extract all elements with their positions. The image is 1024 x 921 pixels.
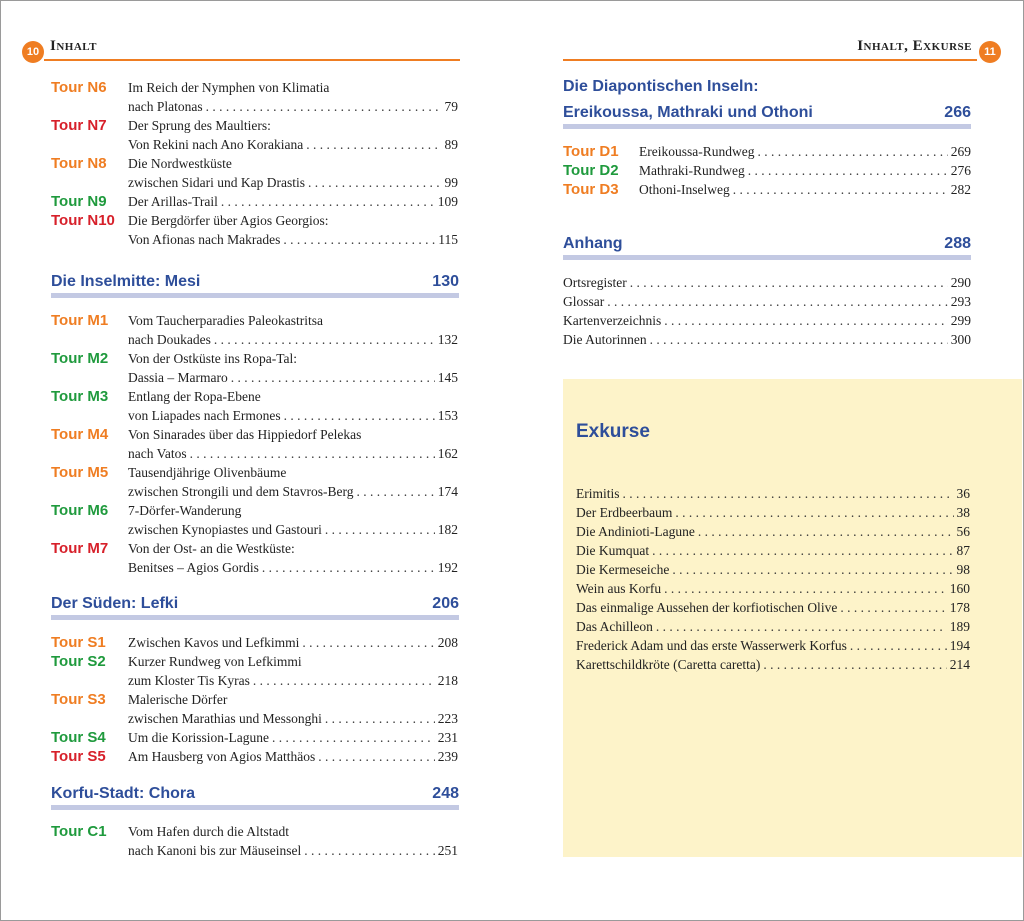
toc-line-text: Vom Taucherparadies Paleokastritsa — [128, 313, 323, 328]
leader-dots — [356, 482, 434, 501]
tour-code: Tour M4 — [51, 426, 109, 443]
section-heading — [51, 271, 459, 298]
toc-line-text: Von Sinarades über das Hippiedorf Pelekas — [128, 427, 362, 442]
toc-line — [639, 180, 971, 199]
leader-dots — [272, 728, 435, 747]
toc-line — [128, 709, 458, 728]
exkurs-entry[interactable] — [576, 617, 970, 636]
leader-dots — [840, 598, 946, 617]
page-number-right: 11 — [979, 41, 1001, 63]
tour-code: Tour M1 — [51, 312, 109, 329]
toc-line-text: Mathraki-Rundweg — [639, 163, 745, 178]
toc-line — [128, 652, 458, 671]
leader-dots — [850, 636, 947, 655]
toc-page-number: 174 — [437, 484, 458, 499]
section-title: Der Süden: Lefki — [51, 595, 179, 612]
tour-code: Tour S5 — [51, 748, 106, 765]
toc-line-text: Die Nordwestküste — [128, 156, 232, 171]
leader-dots — [733, 180, 948, 199]
leader-dots — [763, 655, 946, 674]
toc-line — [128, 539, 458, 558]
exkurs-entry[interactable] — [576, 522, 970, 541]
toc-line-text: Erimitis — [576, 486, 620, 501]
toc-line — [576, 579, 970, 598]
toc-line — [128, 368, 458, 387]
toc-line-text: Malerische Dörfer — [128, 692, 228, 707]
toc-page-number: 153 — [437, 408, 458, 423]
toc-line — [128, 192, 458, 211]
toc-line-text: Ereikoussa-Rundweg — [639, 144, 755, 159]
section-heading — [563, 233, 971, 260]
toc-line-text: Frederick Adam und das erste Wasserwerk Korfus — [576, 638, 847, 653]
toc-line-text: Vom Hafen durch die Altstadt — [128, 824, 289, 839]
section-title-line1: Die Diapontischen Inseln: — [563, 78, 759, 95]
toc-line-text: Das Achilleon — [576, 619, 653, 634]
section-title: Ereikoussa, Mathraki und Othoni — [563, 104, 813, 121]
tour-code: Tour M6 — [51, 502, 109, 519]
toc-line-text: zwischen Kynopiastes und Gastouri — [128, 522, 322, 537]
toc-line — [128, 444, 458, 463]
toc-page-number: 214 — [949, 657, 970, 672]
tour-code: Tour S3 — [51, 691, 106, 708]
toc-line — [128, 482, 458, 501]
toc-line — [128, 211, 458, 230]
toc-line — [128, 173, 458, 192]
toc-line-text: Karettschildkröte (Caretta caretta) — [576, 657, 761, 672]
tour-entry[interactable] — [51, 425, 458, 463]
toc-page-number: 132 — [437, 332, 458, 347]
tour-code: Tour C1 — [51, 823, 107, 840]
tour-entry[interactable] — [51, 116, 458, 154]
tour-entry[interactable] — [51, 652, 458, 690]
toc-line-text: 7-Dörfer-Wanderung — [128, 503, 242, 518]
tour-code: Tour N8 — [51, 155, 107, 172]
leader-dots — [214, 330, 435, 349]
tour-code: Tour M2 — [51, 350, 109, 367]
section-page: 248 — [432, 785, 459, 802]
tour-code: Tour N7 — [51, 117, 107, 134]
leader-dots — [656, 617, 947, 636]
toc-line-text: Von der Ostküste ins Ropa-Tal: — [128, 351, 298, 366]
leader-dots — [231, 368, 435, 387]
leader-dots — [698, 522, 954, 541]
toc-line-text: nach Doukades — [128, 332, 211, 347]
leader-dots — [306, 135, 441, 154]
header-left: Inhalt — [50, 38, 97, 54]
toc-line — [128, 78, 458, 97]
leader-dots — [652, 541, 953, 560]
toc-line-text: nach Platonas — [128, 99, 203, 114]
toc-page-number: 178 — [949, 600, 970, 615]
toc-line-text: Die Autorinnen — [563, 332, 647, 347]
leader-dots — [664, 579, 947, 598]
tour-entry[interactable] — [51, 349, 458, 387]
tour-entry[interactable] — [51, 211, 458, 249]
toc-page-number: 218 — [437, 673, 458, 688]
section-page: 288 — [944, 235, 971, 252]
tour-entry[interactable] — [51, 539, 458, 577]
tour-code: Tour D2 — [563, 162, 619, 179]
leader-dots — [623, 484, 954, 503]
tour-entry[interactable] — [51, 154, 458, 192]
toc-line-text: nach Vatos — [128, 446, 187, 461]
toc-page-number: 299 — [950, 313, 971, 328]
toc-line — [563, 311, 971, 330]
toc-line — [128, 387, 458, 406]
tour-entry[interactable] — [51, 192, 458, 211]
toc-line — [576, 598, 970, 617]
toc-page-number: 269 — [950, 144, 971, 159]
toc-line — [128, 501, 458, 520]
section-heading — [563, 102, 971, 129]
exkurs-entry[interactable] — [576, 579, 970, 598]
toc-line-text: Um die Korission-Lagune — [128, 730, 269, 745]
toc-page-number: 99 — [444, 175, 458, 190]
toc-line-text: von Liapades nach Ermones — [128, 408, 281, 423]
section-heading — [51, 783, 459, 810]
toc-line-text: Glossar — [563, 294, 605, 309]
toc-line — [128, 690, 458, 709]
toc-page-number: 87 — [956, 543, 970, 558]
toc-line-text: Am Hausberg von Agios Matthäos — [128, 749, 316, 764]
leader-dots — [283, 230, 435, 249]
tour-entry[interactable] — [51, 501, 458, 539]
tour-entry[interactable] — [51, 311, 458, 349]
tour-code: Tour D3 — [563, 181, 619, 198]
leader-dots — [675, 503, 953, 522]
exkurse-title: Exkurse — [576, 421, 650, 442]
toc-line-text: Wein aus Korfu — [576, 581, 662, 596]
leader-dots — [318, 747, 435, 766]
toc-line — [128, 633, 458, 652]
toc-line-text: Der Arillas-Trail — [128, 194, 218, 209]
toc-line-text: zwischen Strongili und dem Stavros-Berg — [128, 484, 354, 499]
toc-line — [128, 463, 458, 482]
toc-line-text: zum Kloster Tis Kyras — [128, 673, 250, 688]
toc-line — [563, 330, 971, 349]
toc-page-number: 276 — [950, 163, 971, 178]
toc-page-number: 189 — [949, 619, 970, 634]
section-heading — [51, 593, 459, 620]
toc-line — [563, 292, 971, 311]
toc-line-text: Der Sprung des Maultiers: — [128, 118, 271, 133]
tour-code: Tour N10 — [51, 212, 115, 229]
leader-dots — [221, 192, 435, 211]
toc-line-text: Das einmalige Aussehen der korfiotischen Olive — [576, 600, 838, 615]
toc-page-number: 231 — [437, 730, 458, 745]
toc-line — [576, 636, 970, 655]
toc-line-text: Die Kermeseiche — [576, 562, 670, 577]
leader-dots — [664, 311, 948, 330]
toc-line — [639, 142, 971, 161]
toc-line — [128, 841, 458, 860]
toc-line-text: Im Reich der Nymphen von Klimatia — [128, 80, 330, 95]
exkurs-entry[interactable] — [576, 503, 970, 522]
appendix-entry[interactable] — [563, 311, 971, 330]
toc-page-number: 89 — [444, 137, 458, 152]
toc-page-number: 38 — [956, 505, 970, 520]
toc-line — [576, 541, 970, 560]
leader-dots — [650, 330, 948, 349]
tour-entry[interactable] — [563, 180, 971, 199]
toc-line-text: Die Kumquat — [576, 543, 650, 558]
toc-line — [128, 406, 458, 425]
toc-page-number: 293 — [950, 294, 971, 309]
toc-page-number: 223 — [437, 711, 458, 726]
toc-page-number: 98 — [956, 562, 970, 577]
leader-dots — [262, 558, 435, 577]
exkurs-entry[interactable] — [576, 636, 970, 655]
tour-code: Tour M3 — [51, 388, 109, 405]
toc-line — [576, 617, 970, 636]
toc-line — [576, 522, 970, 541]
leader-dots — [672, 560, 953, 579]
exkurs-entry[interactable] — [576, 655, 970, 674]
toc-line — [576, 655, 970, 674]
toc-line — [128, 520, 458, 539]
toc-line-text: Kartenverzeichnis — [563, 313, 662, 328]
toc-page-number: 192 — [437, 560, 458, 575]
toc-line-text: Von Rekini nach Ano Korakiana — [128, 137, 304, 152]
section-page: 130 — [432, 273, 459, 290]
toc-line-text: Von Afionas nach Makrades — [128, 232, 281, 247]
toc-line — [576, 503, 970, 522]
toc-page-number: 251 — [437, 843, 458, 858]
toc-line — [563, 273, 971, 292]
tour-code: Tour S1 — [51, 634, 106, 651]
tour-code: Tour N6 — [51, 79, 107, 96]
toc-line — [128, 330, 458, 349]
toc-page-number: 300 — [950, 332, 971, 347]
toc-page-number: 208 — [437, 635, 458, 650]
leader-dots — [253, 671, 435, 690]
section-title: Die Inselmitte: Mesi — [51, 273, 201, 290]
exkurs-entry[interactable] — [576, 560, 970, 579]
toc-line — [128, 728, 458, 747]
toc-page-number: 162 — [437, 446, 458, 461]
toc-page-number: 56 — [956, 524, 970, 539]
toc-line-text: Die Bergdörfer über Agios Georgios: — [128, 213, 329, 228]
toc-line-text: zwischen Sidari und Kap Drastis — [128, 175, 305, 190]
toc-line-text: Tausendjährige Olivenbäume — [128, 465, 287, 480]
toc-line — [128, 425, 458, 444]
tour-entry[interactable] — [51, 690, 458, 728]
leader-dots — [607, 292, 948, 311]
toc-line — [128, 154, 458, 173]
toc-line-text: Von der Ost- an die Westküste: — [128, 541, 295, 556]
section-page: 206 — [432, 595, 459, 612]
toc-page-number: 194 — [949, 638, 970, 653]
tour-code: Tour N9 — [51, 193, 107, 210]
toc-line-text: Zwischen Kavos und Lefkimmi — [128, 635, 300, 650]
toc-line — [128, 349, 458, 368]
leader-dots — [325, 709, 435, 728]
section-title: Anhang — [563, 235, 623, 252]
leader-dots — [302, 633, 434, 652]
leader-dots — [748, 161, 948, 180]
leader-dots — [304, 841, 435, 860]
toc-line — [576, 560, 970, 579]
toc-line-text: Ortsregister — [563, 275, 627, 290]
toc-line-text: nach Kanoni bis zur Mäuseinsel — [128, 843, 302, 858]
toc-page-number: 36 — [956, 486, 970, 501]
toc-line-text: Entlang der Ropa-Ebene — [128, 389, 261, 404]
tour-entry[interactable] — [51, 387, 458, 425]
leader-dots — [757, 142, 947, 161]
leader-dots — [190, 444, 435, 463]
toc-line-text: Benitses – Agios Gordis — [128, 560, 259, 575]
toc-page-number: 115 — [438, 232, 458, 247]
tour-code: Tour S2 — [51, 653, 106, 670]
header-right: Inhalt, Exkurse — [857, 38, 972, 54]
toc-page-number: 160 — [949, 581, 970, 596]
toc-line-text: Dassia – Marmaro — [128, 370, 228, 385]
leader-dots — [325, 520, 435, 539]
toc-line — [128, 822, 458, 841]
tour-entry[interactable] — [563, 161, 971, 180]
exkurs-entry[interactable] — [576, 484, 970, 503]
toc-line-text: Die Andinioti-Lagune — [576, 524, 695, 539]
page-number-left: 10 — [22, 41, 44, 63]
tour-entry[interactable] — [51, 633, 458, 652]
tour-code: Tour M5 — [51, 464, 109, 481]
leader-dots — [206, 97, 442, 116]
toc-line-text: zwischen Marathias und Messonghi — [128, 711, 322, 726]
toc-page-number: 282 — [950, 182, 971, 197]
toc-line-text: Othoni-Inselweg — [639, 182, 730, 197]
tour-code: Tour D1 — [563, 143, 619, 160]
toc-line-text: Kurzer Rundweg von Lefkimmi — [128, 654, 302, 669]
toc-page-number: 290 — [950, 275, 971, 290]
tour-entry[interactable] — [51, 822, 458, 860]
section-title: Korfu-Stadt: Chora — [51, 785, 195, 802]
exkurs-entry[interactable] — [576, 598, 970, 617]
toc-line — [128, 230, 458, 249]
tour-entry[interactable] — [563, 142, 971, 161]
toc-line — [128, 135, 458, 154]
toc-line — [128, 116, 458, 135]
appendix-entry[interactable] — [563, 330, 971, 349]
tour-entry[interactable] — [51, 463, 458, 501]
toc-page-number: 79 — [444, 99, 458, 114]
section-page: 266 — [944, 104, 971, 121]
appendix-entry[interactable] — [563, 292, 971, 311]
header-rule-left — [44, 59, 460, 61]
leader-dots — [630, 273, 948, 292]
toc-line — [576, 484, 970, 503]
toc-line — [128, 97, 458, 116]
leader-dots — [308, 173, 442, 192]
toc-page-number: 109 — [437, 194, 458, 209]
toc-line — [639, 161, 971, 180]
toc-line — [128, 558, 458, 577]
toc-page-number: 239 — [437, 749, 458, 764]
toc-page-number: 182 — [437, 522, 458, 537]
tour-entry[interactable] — [51, 728, 458, 747]
tour-entry[interactable] — [51, 747, 458, 766]
toc-line-text: Der Erdbeerbaum — [576, 505, 673, 520]
toc-line — [128, 311, 458, 330]
header-rule-right — [563, 59, 977, 61]
leader-dots — [284, 406, 435, 425]
tour-code: Tour M7 — [51, 540, 109, 557]
tour-code: Tour S4 — [51, 729, 106, 746]
toc-line — [128, 671, 458, 690]
exkurs-entry[interactable] — [576, 541, 970, 560]
toc-line — [128, 747, 458, 766]
appendix-entry[interactable] — [563, 273, 971, 292]
toc-page-number: 145 — [437, 370, 458, 385]
tour-entry[interactable] — [51, 78, 458, 116]
